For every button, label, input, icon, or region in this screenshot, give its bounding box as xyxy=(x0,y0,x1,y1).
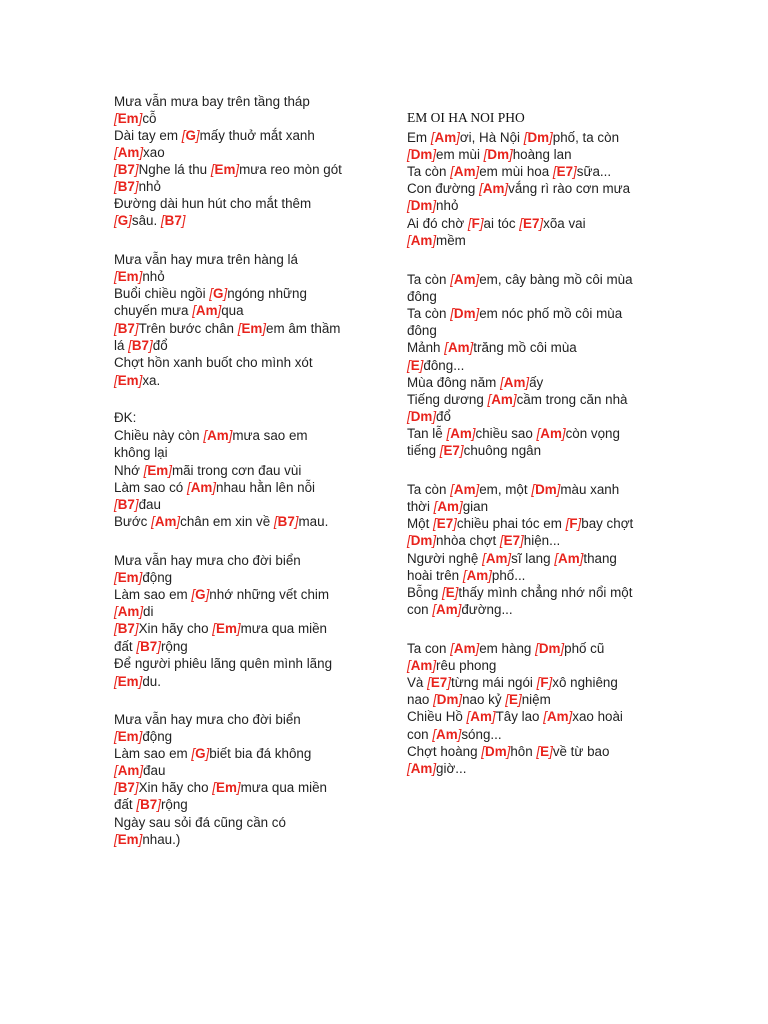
chord-marker: [Dm] xyxy=(407,533,437,548)
chord-marker: [Em] xyxy=(114,373,143,388)
lyric-line xyxy=(407,425,620,442)
lyric-text: biết bia đá không xyxy=(209,746,312,761)
lyric-line xyxy=(407,567,525,584)
lyric-line xyxy=(114,711,301,728)
lyric-text: hoàng lan xyxy=(512,147,572,162)
lyric-text: sóng... xyxy=(461,727,502,742)
chord-marker: [Em] xyxy=(114,729,143,744)
lyric-text: ơi, Hà Nội xyxy=(459,130,524,145)
lyric-text: đường... xyxy=(461,602,513,617)
lyric-line xyxy=(114,462,301,479)
lyric-text: em, cây bàng mồ côi mùa xyxy=(479,272,633,287)
chord-marker: [B7] xyxy=(114,321,139,336)
chord-marker: [Am] xyxy=(479,181,509,196)
lyric-text: Xin hãy cho xyxy=(138,780,213,795)
lyric-text: Mảnh xyxy=(407,340,445,355)
lyric-text: Tiếng dương xyxy=(407,392,488,407)
lyric-text: Chợt hồn xanh buốt cho mình xót xyxy=(114,355,313,370)
lyric-line xyxy=(114,513,328,530)
chord-marker: [F] xyxy=(536,675,553,690)
lyric-line xyxy=(407,584,632,601)
chord-marker: [E7] xyxy=(427,675,451,690)
chord-marker: [Am] xyxy=(114,604,144,619)
lyric-line xyxy=(114,337,168,354)
chord-marker: [F] xyxy=(565,516,582,531)
lyric-text: ngóng những xyxy=(227,286,307,301)
lyric-line xyxy=(114,745,311,762)
lyric-text: động xyxy=(142,729,173,744)
lyric-text: Nghe lá thu xyxy=(138,162,211,177)
chord-marker: [Am] xyxy=(151,514,181,529)
lyric-text: đau xyxy=(138,497,161,512)
lyric-text: về từ bao xyxy=(552,744,610,759)
lyric-line xyxy=(407,180,630,197)
lyric-text: nao xyxy=(407,692,434,707)
lyric-line xyxy=(407,357,464,374)
chord-marker: [E] xyxy=(442,585,459,600)
lyric-text: phố cũ xyxy=(564,641,605,656)
lyric-text: ĐK: xyxy=(114,410,137,425)
lyric-text: sĩ lang xyxy=(511,551,555,566)
lyric-text: thang xyxy=(583,551,617,566)
lyric-text: chiều phai tóc em xyxy=(456,516,566,531)
lyric-line xyxy=(407,515,633,532)
lyric-line xyxy=(407,129,619,146)
lyric-text: Chiều Hồ xyxy=(407,709,467,724)
lyric-line xyxy=(407,271,633,288)
lyric-text: phố... xyxy=(491,568,526,583)
lyric-text: Một xyxy=(407,516,434,531)
lyric-text: Trên bước chân xyxy=(138,321,238,336)
lyric-text: em âm thầm xyxy=(266,321,341,336)
chord-marker: [Dm] xyxy=(407,409,437,424)
lyric-line xyxy=(114,814,286,831)
lyric-line xyxy=(114,586,329,603)
lyric-text: xõa vai xyxy=(543,216,586,231)
chord-marker: [Am] xyxy=(114,145,144,160)
lyric-text: Tan lễ xyxy=(407,426,447,441)
chord-marker: [Dm] xyxy=(407,198,437,213)
lyric-line xyxy=(407,760,466,777)
song-title: EM OI HA NOI PHO xyxy=(407,110,525,125)
chord-marker: [Em] xyxy=(143,463,172,478)
lyric-text: mưa reo mòn gót xyxy=(239,162,342,177)
lyric-text: niệm xyxy=(521,692,551,707)
lyric-text: màu xanh xyxy=(560,482,620,497)
chord-marker: [Am] xyxy=(536,426,566,441)
chord-marker: [B7] xyxy=(114,621,139,636)
lyric-line xyxy=(407,288,437,305)
lyric-line xyxy=(407,481,619,498)
lyric-text: Và xyxy=(407,675,428,690)
chord-marker: [Am] xyxy=(450,641,480,656)
chord-marker: [Em] xyxy=(114,832,143,847)
lyric-text: mưa qua miền xyxy=(240,780,327,795)
lyric-text: Làm sao có xyxy=(114,480,187,495)
lyric-text: Mưa vẫn hay mưa cho đời biển xyxy=(114,712,301,727)
chord-marker: [B7] xyxy=(114,497,139,512)
chord-marker: [Dm] xyxy=(481,744,511,759)
lyric-text: từng mái ngói xyxy=(450,675,537,690)
chord-marker: [Am] xyxy=(500,375,530,390)
lyric-line xyxy=(114,603,153,620)
chord-marker: [F] xyxy=(467,216,484,231)
lyric-text: trăng mồ côi mùa xyxy=(473,340,577,355)
lyric-text: nhau hằn lên nỗi xyxy=(216,480,316,495)
lyric-text: chân em xin về xyxy=(180,514,274,529)
lyric-text: mưa sao em xyxy=(232,428,308,443)
chord-marker: [Am] xyxy=(430,130,460,145)
lyric-line xyxy=(114,569,172,586)
chord-marker: [Em] xyxy=(114,570,143,585)
chord-marker: [Am] xyxy=(482,551,512,566)
lyric-line xyxy=(114,552,301,569)
chord-marker: [B7] xyxy=(114,780,139,795)
lyric-text: Người nghệ xyxy=(407,551,483,566)
chord-marker: [Em] xyxy=(212,780,241,795)
lyric-line xyxy=(407,374,543,391)
lyric-line xyxy=(114,354,313,371)
lyric-text: Buổi chiều ngồi xyxy=(114,286,210,301)
lyric-text: Ai đó chờ xyxy=(407,216,468,231)
lyric-line xyxy=(407,339,577,356)
chord-marker: [Em] xyxy=(114,674,143,689)
lyric-text: nhỏ xyxy=(142,269,165,284)
chord-marker: [Dm] xyxy=(407,147,437,162)
chord-marker: [G] xyxy=(191,587,210,602)
lyric-text: thấy mình chẳng nhớ nổi một xyxy=(458,585,633,600)
chord-marker: [G] xyxy=(209,286,228,301)
lyric-line xyxy=(114,655,332,672)
lyric-text: cỗ xyxy=(142,111,157,126)
chord-marker: [Dm] xyxy=(535,641,565,656)
lyric-line xyxy=(407,674,618,691)
lyric-text: Mùa đông năm xyxy=(407,375,501,390)
chord-marker: [Dm] xyxy=(483,147,513,162)
lyric-text: nhỏ xyxy=(436,198,459,213)
lyric-line xyxy=(407,232,466,249)
chord-marker: [Am] xyxy=(450,164,480,179)
chord-marker: [E] xyxy=(407,358,424,373)
chord-marker: [Am] xyxy=(407,658,437,673)
lyric-line xyxy=(407,322,437,339)
lyric-line xyxy=(114,251,298,268)
chord-marker: [B7] xyxy=(136,639,161,654)
lyric-text: mấy thuở mắt xanh xyxy=(199,128,315,143)
lyric-line xyxy=(407,743,609,760)
lyric-text: em nóc phố mồ côi mùa xyxy=(479,306,623,321)
lyric-text: Con đường xyxy=(407,181,480,196)
lyric-text: ấy xyxy=(529,375,544,390)
chord-marker: [Am] xyxy=(407,233,437,248)
lyric-text: không lại xyxy=(114,445,168,460)
lyric-line xyxy=(114,144,165,161)
chord-marker: [B7] xyxy=(114,179,139,194)
lyric-line xyxy=(407,550,617,567)
lyric-text: đông... xyxy=(423,358,465,373)
chord-marker: [Am] xyxy=(203,428,233,443)
lyric-line xyxy=(114,161,342,178)
chord-marker: [Am] xyxy=(114,763,144,778)
lyric-text: Ta còn xyxy=(407,164,451,179)
lyric-text: giờ... xyxy=(436,761,467,776)
lyric-text: em hàng xyxy=(479,641,536,656)
lyric-text: Làm sao em xyxy=(114,587,192,602)
lyric-line xyxy=(114,409,136,426)
lyric-text: mãi trong cơn đau vùi xyxy=(171,463,302,478)
lyric-text: em mùi xyxy=(436,147,484,162)
lyric-line xyxy=(407,691,551,708)
lyric-line xyxy=(114,212,186,229)
chord-marker: [Am] xyxy=(432,602,462,617)
lyric-text: mềm xyxy=(436,233,466,248)
chord-marker: [Em] xyxy=(114,269,143,284)
chord-marker: [Am] xyxy=(462,568,492,583)
chord-marker: [E7] xyxy=(433,516,457,531)
lyric-text: Chợt hoàng xyxy=(407,744,482,759)
lyric-text: xao hoài xyxy=(572,709,623,724)
lyric-text: Ta còn xyxy=(407,482,451,497)
lyric-line xyxy=(407,146,572,163)
lyric-line xyxy=(407,391,628,408)
lyric-text: xao xyxy=(143,145,165,160)
lyric-line xyxy=(407,640,604,657)
lyric-text: đổ xyxy=(436,409,451,424)
lyric-text: di xyxy=(143,604,154,619)
lyric-text: phố, ta còn xyxy=(552,130,620,145)
lyric-text: Làm sao em xyxy=(114,746,192,761)
lyric-text: Để người phiêu lãng quên mình lãng xyxy=(114,656,333,671)
lyric-text: du. xyxy=(142,674,161,689)
lyric-text: xô nghiêng xyxy=(552,675,618,690)
lyric-line xyxy=(114,728,172,745)
lyric-text: xa. xyxy=(142,373,161,388)
lyric-line xyxy=(114,831,180,848)
chord-marker: [B7] xyxy=(114,162,139,177)
chord-marker: [E7] xyxy=(439,443,464,458)
chord-marker: [E] xyxy=(505,692,522,707)
lyric-line xyxy=(407,657,496,674)
lyric-line xyxy=(114,127,315,144)
lyric-text: Bước xyxy=(114,514,152,529)
lyric-line xyxy=(114,762,165,779)
chord-marker: [B7] xyxy=(136,797,161,812)
chord-marker: [Am] xyxy=(444,340,474,355)
chord-marker: [Am] xyxy=(186,480,216,495)
lyric-line xyxy=(114,93,310,110)
chord-marker: [Am] xyxy=(433,499,463,514)
lyric-line xyxy=(114,444,168,461)
lyric-text: Ta còn xyxy=(407,272,451,287)
lyric-line xyxy=(114,427,308,444)
lyric-line xyxy=(114,673,161,690)
lyric-text: ai tóc xyxy=(483,216,520,231)
lyric-line xyxy=(407,408,451,425)
lyric-text: thời xyxy=(407,499,434,514)
chord-marker: [E7] xyxy=(552,164,577,179)
chord-marker: [Dm] xyxy=(523,130,553,145)
chord-marker: [E] xyxy=(536,744,553,759)
lyric-text: Ta con xyxy=(407,641,451,656)
lyric-text: rộng xyxy=(160,639,188,654)
lyric-text: chuông ngân xyxy=(463,443,542,458)
lyric-text: hoài trên xyxy=(407,568,463,583)
lyric-line xyxy=(114,285,307,302)
lyric-text: vắng rì rào cơn mưa xyxy=(508,181,631,196)
lyric-line xyxy=(114,779,327,796)
lyric-text: còn vọng xyxy=(565,426,620,441)
chord-marker: [Am] xyxy=(450,272,480,287)
lyric-line xyxy=(114,195,311,212)
chord-marker: [Am] xyxy=(487,392,517,407)
lyric-line xyxy=(114,110,156,127)
lyric-text: đất xyxy=(114,797,137,812)
lyric-line xyxy=(407,726,502,743)
lyric-text: hiện... xyxy=(523,533,561,548)
chord-marker: [Am] xyxy=(432,727,462,742)
lyric-line xyxy=(114,479,315,496)
lyric-text: tiếng xyxy=(407,443,440,458)
lyric-text: Mưa vẫn mưa bay trên tầng tháp xyxy=(114,94,310,109)
lyric-line xyxy=(114,372,160,389)
chord-marker: [Em] xyxy=(237,321,267,336)
lyric-line xyxy=(114,620,327,637)
lyric-text: Xin hãy cho xyxy=(138,621,213,636)
lyric-text: nhòa chợt xyxy=(436,533,500,548)
lyric-line xyxy=(114,302,244,319)
chord-marker: [Em] xyxy=(212,621,241,636)
lyric-line xyxy=(407,305,622,322)
lyric-text: chuyến mưa xyxy=(114,303,193,318)
lyric-text: Chiều này còn xyxy=(114,428,204,443)
chord-marker: [G] xyxy=(114,213,132,228)
chord-marker: [Dm] xyxy=(450,306,480,321)
lyric-text: Tây lao xyxy=(495,709,544,724)
chord-marker: [B7] xyxy=(128,338,153,353)
lyric-line xyxy=(407,532,560,549)
lyric-text: Em xyxy=(407,130,431,145)
lyric-text: Bỗng xyxy=(407,585,442,600)
lyric-line xyxy=(407,163,611,180)
lyric-line xyxy=(114,178,161,195)
lyric-line xyxy=(407,197,458,214)
lyric-line xyxy=(407,215,586,232)
chord-marker: [Em] xyxy=(114,111,143,126)
lyric-text: bay chợt xyxy=(581,516,634,531)
lyric-text: động xyxy=(142,570,173,585)
chord-marker: [Am] xyxy=(446,426,476,441)
chord-marker: [Am] xyxy=(543,709,573,724)
lyric-text: sâu. xyxy=(131,213,161,228)
lyric-line xyxy=(114,796,188,813)
chord-marker: [Am] xyxy=(192,303,222,318)
lyric-text: Nhớ xyxy=(114,463,144,478)
lyric-text: em, một xyxy=(479,482,532,497)
lyric-text: Mưa vẫn hay mưa trên hàng lá xyxy=(114,252,298,267)
chord-marker: [Dm] xyxy=(531,482,561,497)
chord-marker: [Em] xyxy=(210,162,240,177)
lyric-line xyxy=(114,496,161,513)
lyric-line xyxy=(407,601,513,618)
lyric-text: Dài tay em xyxy=(114,128,182,143)
lyric-text: đông xyxy=(407,323,437,338)
chord-marker: [B7] xyxy=(160,213,186,228)
lyric-text: đau xyxy=(143,763,166,778)
lyric-text: nhau.) xyxy=(142,832,181,847)
lyric-text: con xyxy=(407,602,433,617)
lyric-text: đông xyxy=(407,289,437,304)
lyric-text: Đường dài hun hút cho mắt thêm xyxy=(114,196,312,211)
lyric-line xyxy=(114,638,188,655)
lyric-text: mau. xyxy=(298,514,329,529)
lyric-line xyxy=(114,268,165,285)
lyric-text: Ta còn xyxy=(407,306,451,321)
lyric-text: em mùi hoa xyxy=(479,164,553,179)
lyric-text: chiều sao xyxy=(475,426,537,441)
lyric-line xyxy=(407,442,541,459)
chord-marker: [Am] xyxy=(554,551,584,566)
lyric-text: rêu phong xyxy=(436,658,497,673)
lyric-text: đổ xyxy=(152,338,168,353)
lyric-text: nhớ những vết chim xyxy=(209,587,330,602)
lyric-text: cầm trong căn nhà xyxy=(516,392,628,407)
lyric-line xyxy=(407,708,623,725)
lyric-text: rộng xyxy=(160,797,188,812)
lyric-text: nao kỷ xyxy=(462,692,506,707)
lyric-text: lá xyxy=(114,338,129,353)
chord-marker: [E7] xyxy=(499,533,524,548)
lyric-text: qua xyxy=(221,303,244,318)
chord-marker: [Am] xyxy=(450,482,480,497)
lyric-text: nhỏ xyxy=(138,179,161,194)
lyric-text: gian xyxy=(462,499,489,514)
lyric-text: Mưa vẫn hay mưa cho đời biển xyxy=(114,553,301,568)
chord-marker: [G] xyxy=(181,128,200,143)
lyric-line xyxy=(407,498,488,515)
lyric-text: đất xyxy=(114,639,137,654)
chord-marker: [Am] xyxy=(407,761,437,776)
lyric-text: con xyxy=(407,727,433,742)
chord-marker: [Dm] xyxy=(433,692,463,707)
lyric-text: sữa... xyxy=(576,164,612,179)
lyric-line xyxy=(114,320,340,337)
lyric-text: hôn xyxy=(510,744,537,759)
chord-marker: [Am] xyxy=(466,709,496,724)
chord-marker: [B7] xyxy=(273,514,299,529)
lyric-text: mưa qua miền xyxy=(240,621,327,636)
lyric-text: Ngày sau sỏi đá cũng cần có xyxy=(114,815,286,830)
chord-marker: [G] xyxy=(191,746,210,761)
chord-marker: [E7] xyxy=(519,216,544,231)
